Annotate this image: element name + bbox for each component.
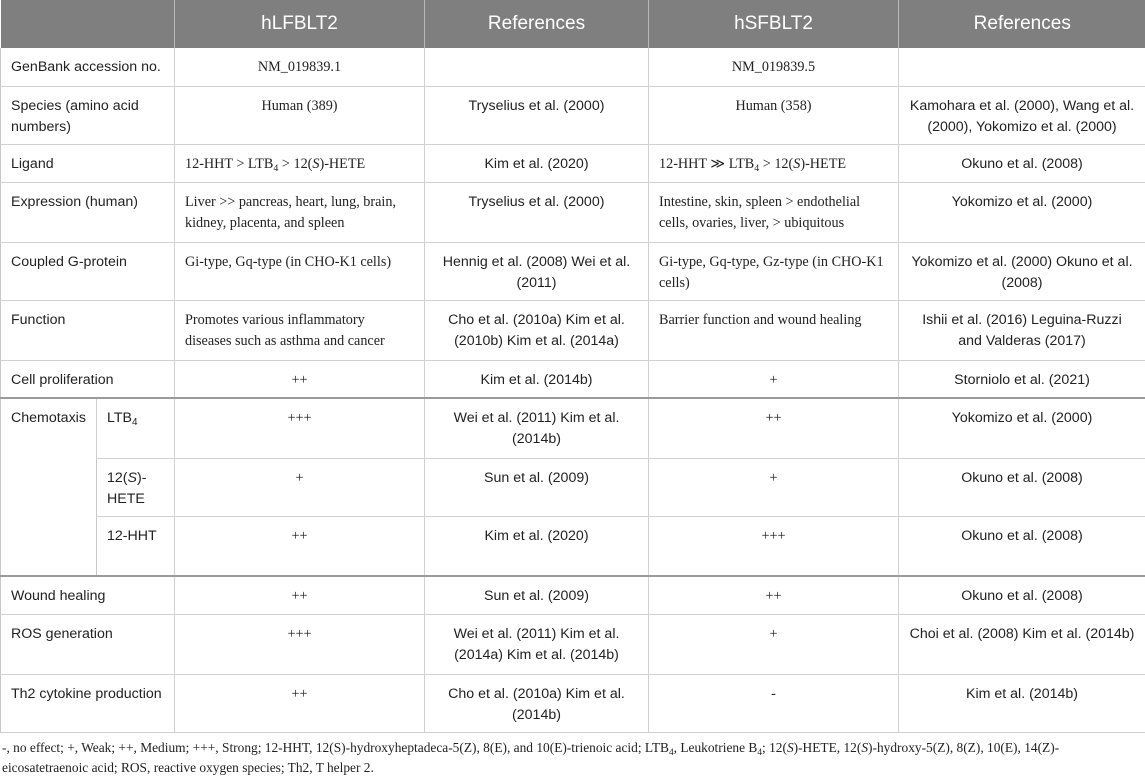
reference-cell: Okuno et al. (2008) — [899, 576, 1145, 614]
chemotaxis-label: Chemotaxis — [1, 398, 97, 576]
table-row — [1, 576, 1145, 614]
header-corner — [1, 0, 175, 48]
row-label: Th2 cytokine production — [1, 674, 175, 732]
reference-cell: Okuno et al. (2008) — [899, 516, 1145, 576]
header-references-lf: References — [425, 0, 649, 48]
reference-cell: Wei et al. (2011) Kim et al. (2014b) — [425, 398, 649, 458]
reference-cell: Kim et al. (2014b) — [425, 360, 649, 398]
chemotaxis-subrow-label: $LTB_4$ — [97, 398, 175, 458]
reference-cell: Okuno et al. (2008) — [899, 458, 1145, 516]
hlfblt2-cell: ++ — [175, 360, 425, 398]
row-label: Species (amino acid numbers) — [1, 86, 175, 144]
reference-cell: Sun et al. (2009) — [425, 576, 649, 614]
hsfblt2-cell: 12-HHT ≫ $LTB_4$ > 12(S)-HETE — [649, 144, 899, 182]
hsfblt2-cell: ++ — [649, 398, 899, 458]
table-row — [1, 458, 1145, 516]
table-row — [1, 614, 1145, 674]
hsfblt2-cell: Barrier function and wound healing — [649, 300, 899, 360]
hlfblt2-cell: Promotes various inflammatory diseases such as asthma and cancer — [175, 300, 425, 360]
table-row — [1, 398, 1145, 458]
reference-cell: Yokomizo et al. (2000) Okuno et al. (2008) — [899, 242, 1145, 300]
header-hsfblt2: hSFBLT2 — [649, 0, 899, 48]
row-label: Ligand — [1, 144, 175, 182]
reference-cell: Sun et al. (2009) — [425, 458, 649, 516]
row-label: ROS generation — [1, 614, 175, 674]
reference-cell: Kim et al. (2020) — [425, 516, 649, 576]
reference-cell: Okuno et al. (2008) — [899, 144, 1145, 182]
reference-cell: Hennig et al. (2008) Wei et al. (2011) — [425, 242, 649, 300]
table-footnote: -, no effect; +, Weak; ++, Medium; +++, Strong; 12-HHT, 12(S)-hydroxyheptadeca-5(Z), 8(E), and 10(E)-trienoic acid; $LTB_4$, Leukotriene $B_4$; 12(S)-HETE, 12(S)-hydroxy-5(Z), 8(Z), 10(E), 14(Z)-eicosatetraenoic acid; ROS, reactive oxygen species; Th2, T helper 2. — [2, 740, 1060, 775]
reference-cell: Ishii et al. (2016) Leguina-Ruzzi and Valderas (2017) — [899, 300, 1145, 360]
hsfblt2-cell: Intestine, skin, spleen > endothelial cells, ovaries, liver, > ubiquitous — [649, 182, 899, 242]
reference-cell: Tryselius et al. (2000) — [425, 86, 649, 144]
table-row — [1, 144, 1145, 182]
hsfblt2-cell: - — [649, 674, 899, 732]
hlfblt2-cell: $12-HHT > LTB_4$ > 12(S)-HETE — [175, 144, 425, 182]
table-row — [1, 242, 1145, 300]
hlfblt2-cell: ++ — [175, 576, 425, 614]
hlfblt2-cell: Liver >> pancreas, heart, lung, brain, kidney, placenta, and spleen — [175, 182, 425, 242]
reference-cell: Wei et al. (2011) Kim et al. (2014a) Kim et al. (2014b) — [425, 614, 649, 674]
hsfblt2-cell: + — [649, 458, 899, 516]
hsfblt2-cell: ++ — [649, 576, 899, 614]
row-label: GenBank accession no. — [1, 48, 175, 86]
table-row — [1, 516, 1145, 576]
reference-cell — [425, 48, 649, 86]
hsfblt2-cell: + — [649, 360, 899, 398]
reference-cell — [899, 48, 1145, 86]
table-row — [1, 48, 1145, 86]
header-references-sf: References — [899, 0, 1145, 48]
hlfblt2-cell: + — [175, 458, 425, 516]
table-row — [1, 360, 1145, 398]
reference-cell: Yokomizo et al. (2000) — [899, 398, 1145, 458]
chemotaxis-subrow-label: 12(S)-HETE — [97, 458, 175, 516]
hlfblt2-cell: ++ — [175, 674, 425, 732]
row-label: Expression (human) — [1, 182, 175, 242]
row-label: Coupled G-protein — [1, 242, 175, 300]
row-label: Wound healing — [1, 576, 175, 614]
table-row — [1, 182, 1145, 242]
hsfblt2-cell: Gi-type, Gq-type, Gz-type (in CHO-K1 cells) — [649, 242, 899, 300]
row-label: Cell proliferation — [1, 360, 175, 398]
table-row — [1, 86, 1145, 144]
reference-cell: Cho et al. (2010a) Kim et al. (2014b) — [425, 674, 649, 732]
reference-cell: Cho et al. (2010a) Kim et al. (2010b) Kim et al. (2014a) — [425, 300, 649, 360]
hlfblt2-cell: Human (389) — [175, 86, 425, 144]
hsfblt2-cell: Human (358) — [649, 86, 899, 144]
hlfblt2-cell: +++ — [175, 614, 425, 674]
header-row — [1, 0, 1145, 48]
reference-cell: Kim et al. (2014b) — [899, 674, 1145, 732]
table-row — [1, 300, 1145, 360]
header-hlfblt2: hLFBLT2 — [175, 0, 425, 48]
hlfblt2-cell: Gi-type, Gq-type (in CHO-K1 cells) — [175, 242, 425, 300]
hsfblt2-cell: +++ — [649, 516, 899, 576]
reference-cell: Yokomizo et al. (2000) — [899, 182, 1145, 242]
chemotaxis-subrow-label: 12-HHT — [97, 516, 175, 576]
hlfblt2-cell: +++ — [175, 398, 425, 458]
hsfblt2-cell: NM_019839.5 — [649, 48, 899, 86]
reference-cell: Storniolo et al. (2021) — [899, 360, 1145, 398]
hsfblt2-cell: + — [649, 614, 899, 674]
hlfblt2-cell: NM_019839.1 — [175, 48, 425, 86]
reference-cell: Kim et al. (2020) — [425, 144, 649, 182]
hlfblt2-cell: ++ — [175, 516, 425, 576]
reference-cell: Choi et al. (2008) Kim et al. (2014b) — [899, 614, 1145, 674]
reference-cell: Tryselius et al. (2000) — [425, 182, 649, 242]
reference-cell: Kamohara et al. (2000), Wang et al. (2000), Yokomizo et al. (2000) — [899, 86, 1145, 144]
row-label: Function — [1, 300, 175, 360]
table-row — [1, 674, 1145, 732]
